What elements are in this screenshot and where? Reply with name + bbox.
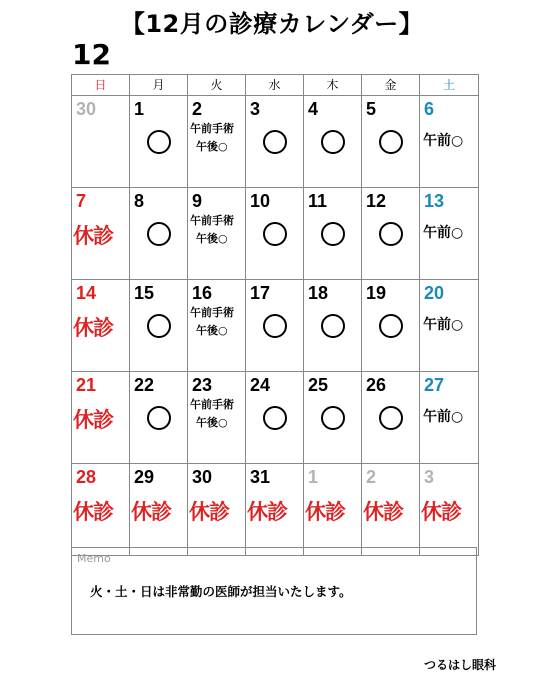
memo-text: 火・土・日は非常勤の医師が担当いたします。 xyxy=(90,584,352,599)
open-circle-icon xyxy=(263,222,287,246)
day-cell xyxy=(304,372,362,463)
month-number: 12 xyxy=(72,38,111,71)
day-cell xyxy=(304,96,362,187)
morning-only-label: 午前○ xyxy=(423,225,464,241)
day-number: 3 xyxy=(250,99,261,119)
open-circle-icon xyxy=(379,314,403,338)
day-number: 1 xyxy=(134,99,145,119)
afternoon-open-label: 午後○ xyxy=(196,232,228,245)
day-cell xyxy=(246,372,304,463)
day-number: 18 xyxy=(308,283,329,303)
day-cell xyxy=(130,280,188,371)
day-cell xyxy=(246,464,304,555)
weekday-label: 木 xyxy=(304,75,362,95)
open-circle-icon xyxy=(321,130,345,154)
open-circle-icon xyxy=(263,130,287,154)
day-number: 27 xyxy=(424,375,445,395)
day-cell xyxy=(420,280,478,371)
afternoon-open-label: 午後○ xyxy=(196,416,228,429)
day-number: 13 xyxy=(424,191,445,211)
open-circle-icon xyxy=(379,406,403,430)
day-number: 16 xyxy=(192,283,213,303)
closed-label: 休診 xyxy=(73,224,113,248)
day-cell xyxy=(72,372,130,463)
day-cell xyxy=(130,188,188,279)
day-number: 12 xyxy=(366,191,387,211)
open-circle-icon xyxy=(147,406,171,430)
day-number: 9 xyxy=(192,191,203,211)
weekday-header xyxy=(72,75,478,96)
day-number: 11 xyxy=(308,191,328,211)
morning-only-label: 午前○ xyxy=(423,409,464,425)
open-circle-icon xyxy=(147,222,171,246)
day-number: 20 xyxy=(424,283,445,303)
day-number: 3 xyxy=(424,467,435,487)
open-circle-icon xyxy=(379,222,403,246)
day-cell xyxy=(420,372,478,463)
closed-label: 休診 xyxy=(305,500,345,524)
closed-label: 休診 xyxy=(73,316,113,340)
day-number: 1 xyxy=(308,467,319,487)
open-circle-icon xyxy=(147,130,171,154)
week-row xyxy=(72,280,478,372)
day-number: 5 xyxy=(366,99,377,119)
day-number: 14 xyxy=(76,283,97,303)
day-cell xyxy=(362,96,420,187)
closed-label: 休診 xyxy=(247,500,287,524)
day-cell xyxy=(420,188,478,279)
day-cell xyxy=(130,464,188,555)
day-cell xyxy=(72,96,130,187)
weekday-label: 月 xyxy=(130,75,188,95)
day-number: 6 xyxy=(424,99,435,119)
morning-only-label: 午前○ xyxy=(423,317,464,333)
day-cell xyxy=(72,464,130,555)
day-number: 28 xyxy=(76,467,97,487)
closed-label: 休診 xyxy=(131,500,171,524)
day-cell xyxy=(304,280,362,371)
day-cell xyxy=(246,188,304,279)
closed-label: 休診 xyxy=(189,500,229,524)
calendar-body xyxy=(72,96,478,556)
closed-label: 休診 xyxy=(73,408,113,432)
open-circle-icon xyxy=(321,314,345,338)
clinic-name: つるはし眼科 xyxy=(424,658,497,672)
day-number: 30 xyxy=(76,99,97,119)
day-cell xyxy=(130,372,188,463)
day-cell xyxy=(72,188,130,279)
day-cell xyxy=(188,96,246,187)
day-number: 17 xyxy=(250,283,271,303)
morning-surgery-label: 午前手術 xyxy=(190,214,234,227)
day-cell xyxy=(362,188,420,279)
memo-label: Memo xyxy=(77,552,111,565)
weekday-label: 土 xyxy=(442,78,455,92)
day-number: 4 xyxy=(308,99,319,119)
open-circle-icon xyxy=(379,130,403,154)
day-cell xyxy=(362,372,420,463)
day-cell xyxy=(72,280,130,371)
week-row xyxy=(72,464,478,556)
afternoon-open-label: 午後○ xyxy=(196,140,228,153)
open-circle-icon xyxy=(147,314,171,338)
day-number: 2 xyxy=(366,467,377,487)
open-circle-icon xyxy=(321,406,345,430)
open-circle-icon xyxy=(321,222,345,246)
calendar-grid xyxy=(71,74,479,556)
morning-only-label: 午前○ xyxy=(423,133,464,149)
morning-surgery-label: 午前手術 xyxy=(190,122,234,135)
day-cell xyxy=(246,280,304,371)
day-cell xyxy=(188,372,246,463)
weekday-label: 火 xyxy=(188,75,246,95)
day-number: 31 xyxy=(250,467,271,487)
day-number: 2 xyxy=(192,99,203,119)
day-number: 30 xyxy=(192,467,213,487)
closed-label: 休診 xyxy=(363,500,403,524)
day-cell xyxy=(362,280,420,371)
day-cell xyxy=(420,96,478,187)
closed-label: 休診 xyxy=(421,500,461,524)
page-title: 【12月の診療カレンダー】 xyxy=(120,10,424,38)
day-cell xyxy=(246,96,304,187)
weekday-label: 水 xyxy=(246,75,304,95)
day-cell xyxy=(188,280,246,371)
day-cell xyxy=(362,464,420,555)
day-cell xyxy=(188,188,246,279)
day-cell xyxy=(304,464,362,555)
week-row xyxy=(72,372,478,464)
day-number: 10 xyxy=(250,191,271,211)
morning-surgery-label: 午前手術 xyxy=(190,398,234,411)
day-number: 26 xyxy=(366,375,387,395)
day-cell xyxy=(420,464,478,555)
day-cell xyxy=(130,96,188,187)
day-number: 25 xyxy=(308,375,329,395)
day-number: 29 xyxy=(134,467,155,487)
memo-box xyxy=(71,547,477,635)
open-circle-icon xyxy=(263,406,287,430)
afternoon-open-label: 午後○ xyxy=(196,324,228,337)
day-number: 7 xyxy=(76,191,87,211)
day-cell xyxy=(188,464,246,555)
morning-surgery-label: 午前手術 xyxy=(190,306,234,319)
week-row xyxy=(72,96,478,188)
day-number: 21 xyxy=(76,375,97,395)
week-row xyxy=(72,188,478,280)
day-number: 8 xyxy=(134,191,145,211)
day-number: 23 xyxy=(192,375,213,395)
day-number: 22 xyxy=(134,375,155,395)
day-cell xyxy=(304,188,362,279)
day-number: 19 xyxy=(366,283,387,303)
weekday-label: 日 xyxy=(72,75,130,95)
day-number: 24 xyxy=(250,375,271,395)
open-circle-icon xyxy=(263,314,287,338)
closed-label: 休診 xyxy=(73,500,113,524)
weekday-label: 金 xyxy=(362,75,420,95)
day-number: 15 xyxy=(134,283,155,303)
